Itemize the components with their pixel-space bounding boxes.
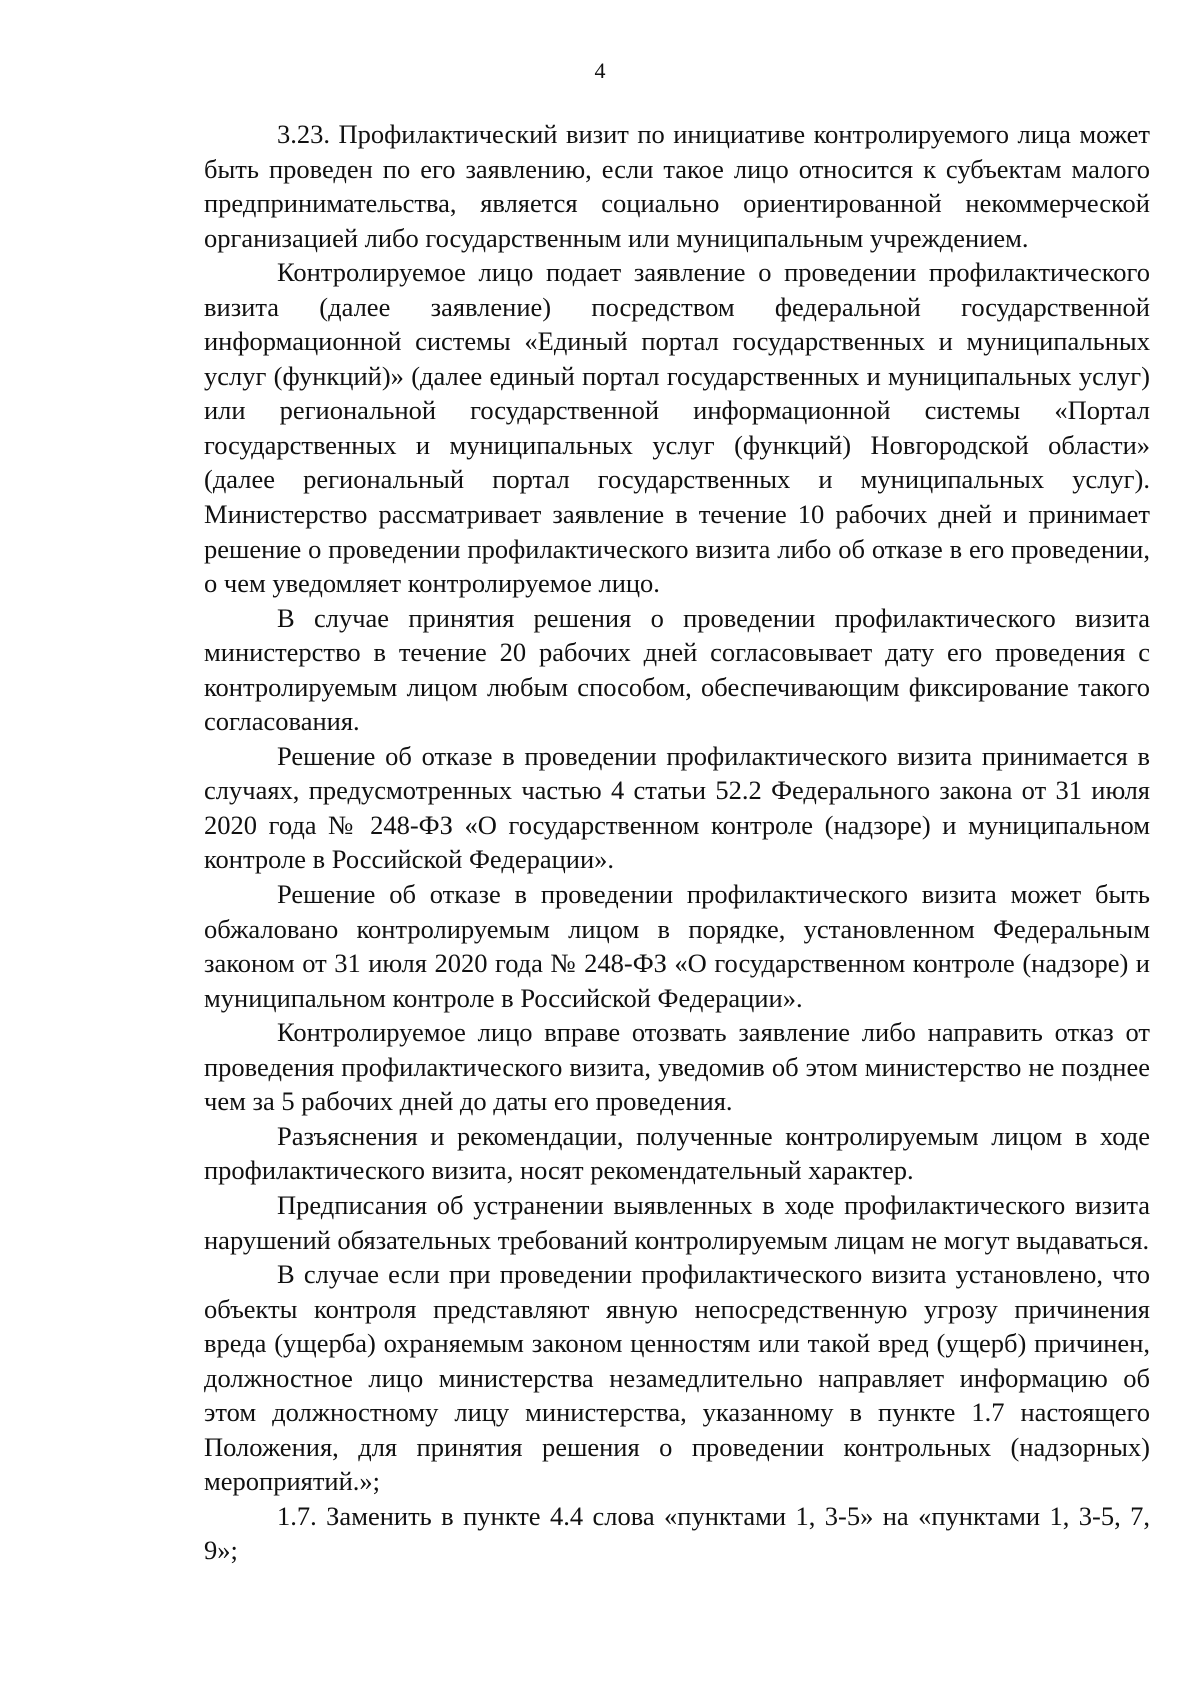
paragraph-application-submission: Контролируемое лицо подает заявление о проведении профилактического визита (далее заявление) посредством федеральной государственной информационной системы «Единый портал государственных и муниципальных услуг (функций)» (далее единый портал государственных и муниципальных услуг) или региональной государственной информационной системы «Портал государственных и муниципальных услуг (функций) Новгородской области» (далее региональный портал государственных и муниципальных услуг). Министерство рассматривает заявление в течение 10 рабочих дней и принимает решение о проведении профилактического визита либо об отказе в его проведении, о чем уведомляет контролируемое лицо. [204,257,1150,599]
paragraph-threat-reporting: В случае если при проведении профилактического визита установлено, что объекты контроля представляют явную непосредственную угрозу причинения вреда (ущерба) охраняемым законом ценностям или такой вред (ущерб) причинен, должностное лицо министерства незамедлительно направляет информацию об этом должностному лицу министерства, указанному в пункте 1.7 настоящего Положения, для принятия решения о проведении контрольных (надзорных) мероприятий.»; [204,1259,1150,1497]
document-body [204,117,1150,1568]
paragraph-refusal-appeal: Решение об отказе в проведении профилактического визита может быть обжаловано контролируемым лицом в порядке, установленном Федеральным законом от 31 июля 2020 года № 248-ФЗ «О государственном контроле (надзоре) и муниципальном контроле в Российской Федерации». [204,879,1150,1013]
paragraph-withdrawal: Контролируемое лицо вправе отозвать заявление либо направить отказ от проведения профилактического визита, уведомив об этом министерство не позднее чем за 5 рабочих дней до даты его проведения. [204,1017,1150,1117]
page-number: 4 [594,58,606,83]
paragraph-date-agreement: В случае принятия решения о проведении профилактического визита министерство в течение 20 рабочих дней согласовывает дату его проведения с контролируемым лицом любым способом, обеспечивающим фиксирование такого согласования. [204,602,1150,737]
paragraph-prescriptions: Предписания об устранении выявленных в ходе профилактического визита нарушений обязательных требований контролируемым лицам не могут выдаваться. [204,1189,1150,1255]
paragraph-3-23: 3.23. Профилактический визит по инициативе контролируемого лица может быть проведен по его заявлению, если такое лицо относится к субъектам малого предпринимательства, является социально ориентированной некоммерческой организацией либо государственным или муниципальным учреждением. [204,119,1150,253]
paragraph-recommendations: Разъяснения и рекомендации, полученные контролируемым лицом в ходе профилактического визита, носят рекомендательный характер. [204,1120,1150,1186]
paragraph-refusal-cases: Решение об отказе в проведении профилактического визита принимается в случаях, предусмотренных частью 4 статьи 52.2 Федерального закона от 31 июля 2020 года № 248-ФЗ «О государственном контроле (надзоре) и муниципальном контроле в Российской Федерации». [204,740,1150,875]
paragraph-1-7-amendment: 1.7. Заменить в пункте 4.4 слова «пунктами 1, 3-5» на «пунктами 1, 3-5, 7, 9»; [204,1500,1150,1566]
